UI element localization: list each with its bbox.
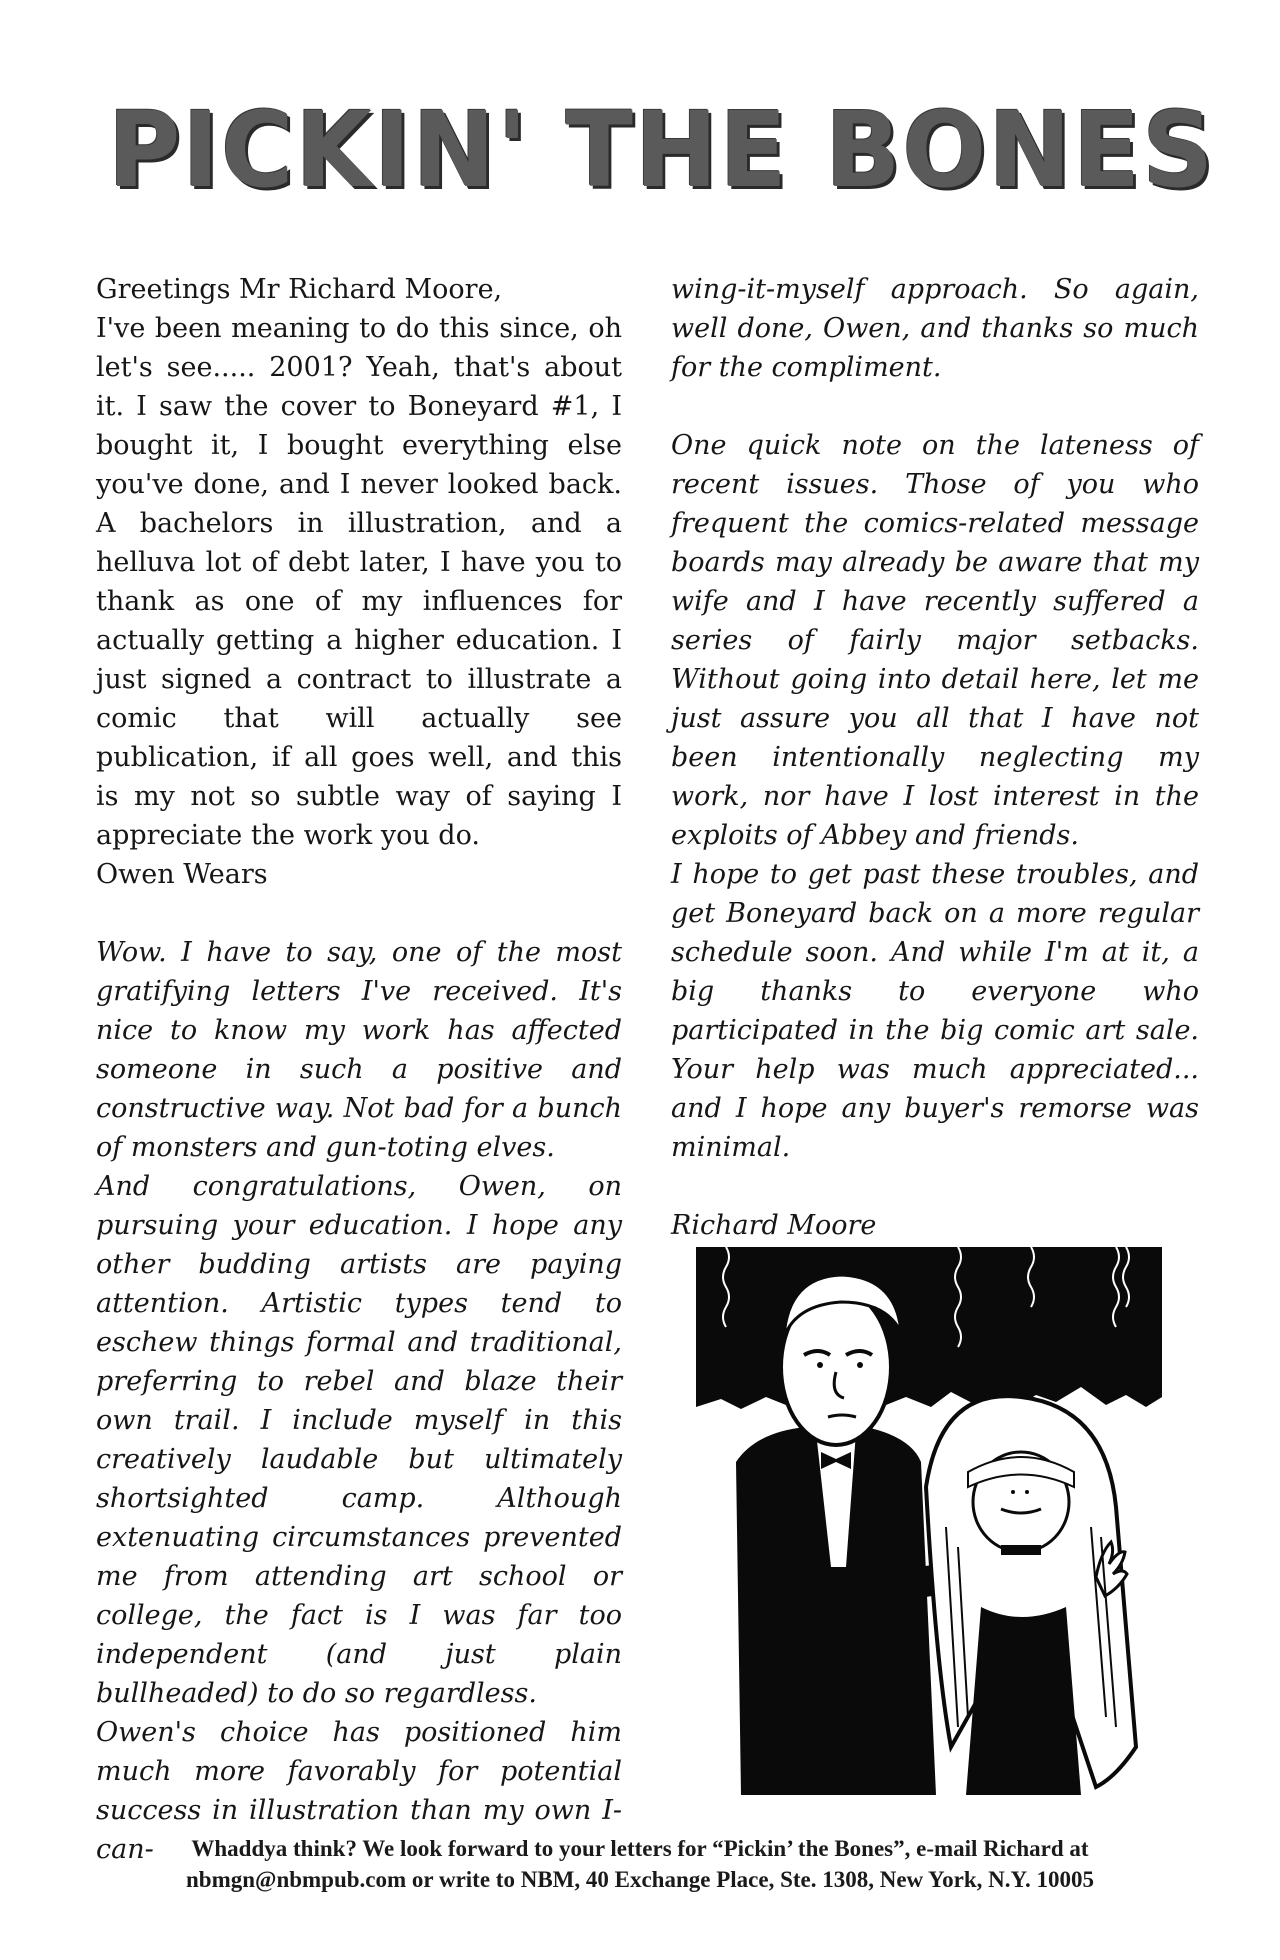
right-column bbox=[671, 270, 1199, 1245]
reply-paragraph-3-end: wing-it-myself approach. So again, well done, Owen, and thanks so much for the compliment. bbox=[671, 274, 1199, 383]
spacer bbox=[671, 1167, 1199, 1206]
reply-paragraph-5: I hope to get past these troubles, and get Boneyard back on a more regular schedule soon. And while I'm at it, a big thanks to everyone who participated in the big comic art sale. Your help was much appreciated... and I hope any buyer's remorse was minimal. bbox=[671, 859, 1199, 1163]
reply-paragraph-1: Wow. I have to say, one of the most gratifying letters I've received. It's nice to know my work has affected someone in such a positive and constructive way. Not bad for a bunch of monsters and gun-toting elves. bbox=[96, 937, 622, 1163]
letter-body: I've been meaning to do this since, oh let's see..... 2001? Yeah, that's about it. I saw the cover to Boneyard #1, I bought it, I bought everything else you've done, and I never looked back. A bachelors in illustration, and a helluva lot of debt later, I have you to thank as one of my influences for actually getting a higher education. I just signed a contract to illustrate a comic that will actually see publication, if all goes well, and this is my not so subtle way of saying I appreciate the work you do. bbox=[96, 313, 622, 851]
comic-illustration bbox=[696, 1247, 1162, 1795]
contact-footer bbox=[60, 1833, 1220, 1895]
reply-paragraph-4: One quick note on the lateness of recent issues. Those of you who frequent the comics-related message boards may already be aware that my wife and I have recently suffered a series of fairly major setbacks. Without going into detail here, let me just assure you all that I have not been intentionally neglecting my work, nor have I lost interest in the exploits of Abbey and friends. bbox=[671, 430, 1199, 851]
footer-line-1: Whaddya think? We look forward to your letters for “Pickin’ the Bones”, e-mail Richard at bbox=[191, 1836, 1089, 1861]
letter-signature: Owen Wears bbox=[96, 859, 268, 890]
footer-line-2: nbmgn@nbmpub.com or write to NBM, 40 Exchange Place, Ste. 1308, New York, N.Y. 10005 bbox=[186, 1867, 1094, 1892]
spacer bbox=[671, 387, 1199, 426]
left-column bbox=[96, 270, 622, 1869]
letter-greeting: Greetings Mr Richard Moore, bbox=[96, 274, 503, 305]
spacer bbox=[96, 894, 622, 933]
reply-paragraph-3-start: Owen's choice has positioned him much more favorably for potential success in illustration than my own I-can- bbox=[96, 1717, 622, 1865]
reply-paragraph-2: And congratulations, Owen, on pursuing your education. I hope any other budding artists are paying attention. Artistic types tend to eschew things formal and traditional, preferring to rebel and blaze their own trail. I include myself in this creatively laudable but ultimately shortsighted camp. Although extenuating circumstances prevented me from attending art school or college, the fact is I was far too independent (and just plain bullheaded) to do so regardless. bbox=[96, 1171, 622, 1709]
reply-signature: Richard Moore bbox=[671, 1210, 877, 1241]
page-title: PICKIN' THE BONES bbox=[108, 89, 1216, 211]
